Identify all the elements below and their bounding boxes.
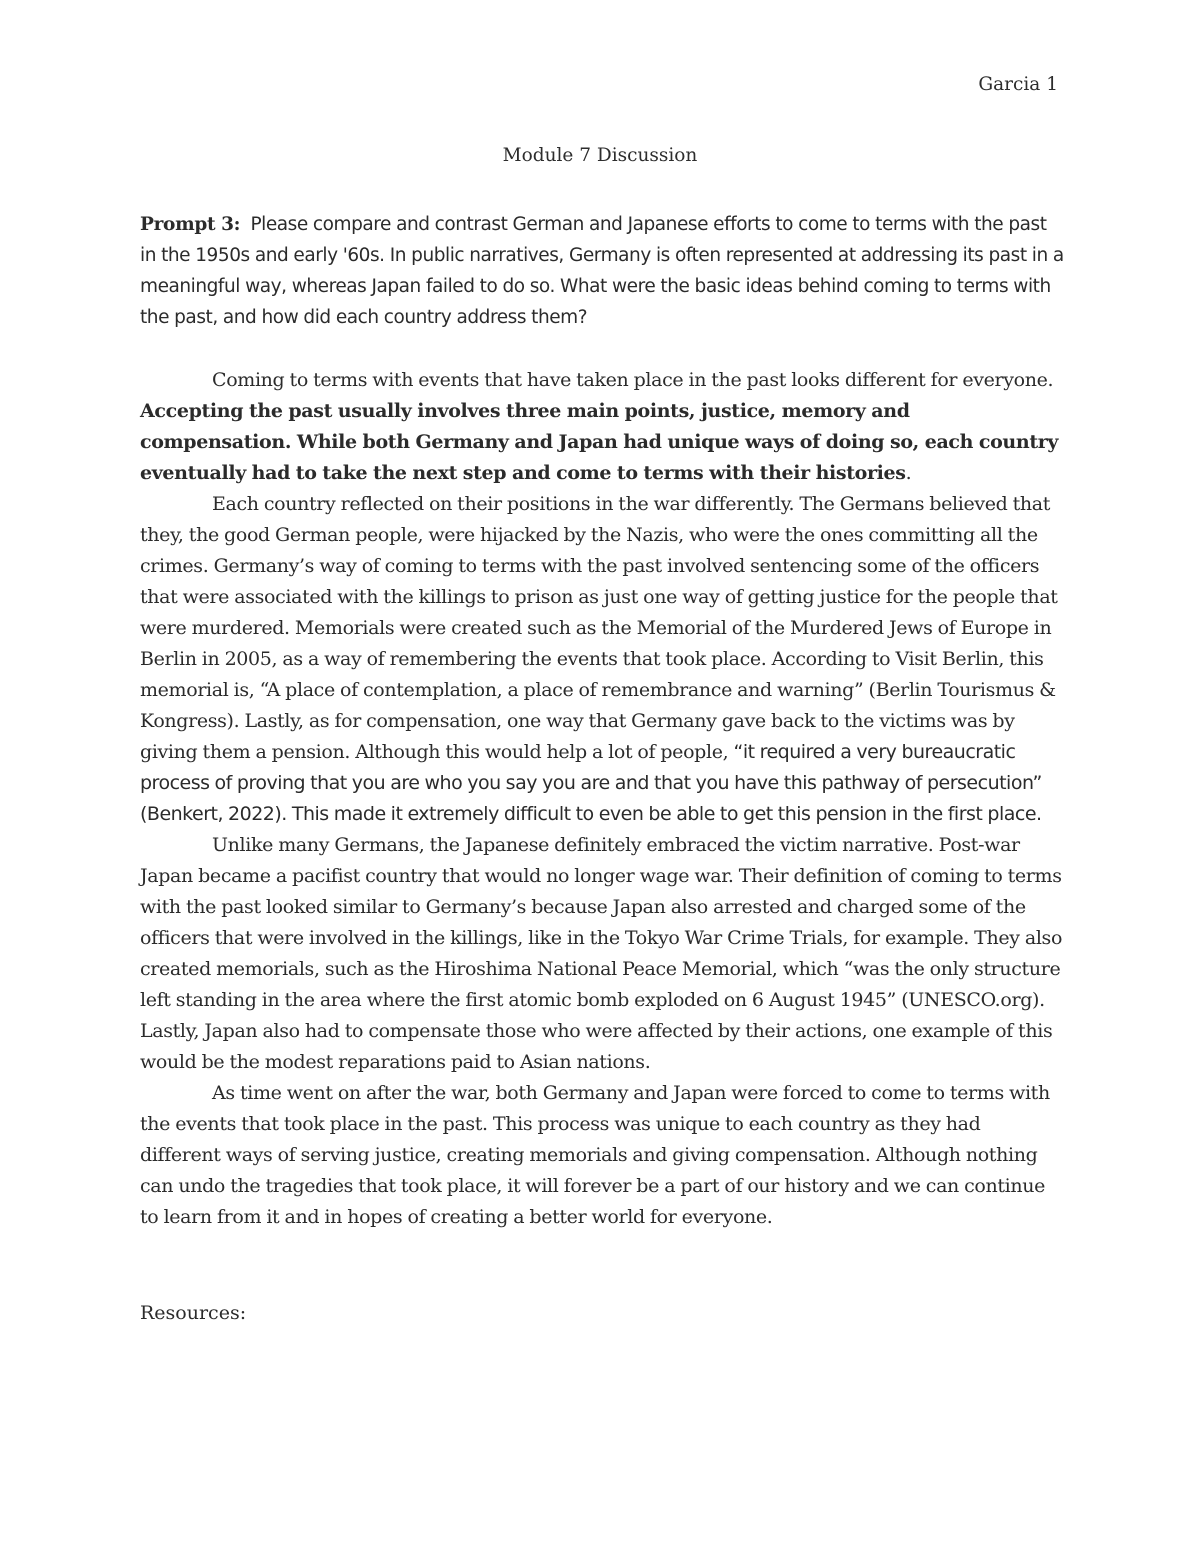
page-title: Module 7 Discussion bbox=[502, 145, 698, 166]
resources-heading: Resources: bbox=[140, 1302, 247, 1324]
paragraph-intro-text: Coming to terms with events that have taken place in the past looks different for everyone. bbox=[212, 369, 1054, 391]
prompt-text: Please compare and contrast German and Japanese efforts to come to terms with the past in the 1950s and early '60s. In public narratives, Germany is often represented at addressing its past in a meaningful way, whereas Japan failed to do so. What were the basic ideas behind coming to terms with the past, and how did each country address them? bbox=[140, 214, 1064, 328]
prompt-label: Prompt 3: bbox=[140, 214, 241, 235]
essay-body bbox=[140, 365, 1066, 1233]
prompt-block bbox=[140, 209, 1066, 333]
paragraph-intro bbox=[140, 365, 1066, 489]
thesis-period: . bbox=[905, 462, 912, 484]
paragraph-japan: Unlike many Germans, the Japanese definitely embraced the victim narrative. Post-war Japan became a pacifist country that would no longer wage war. Their definition of coming to terms with the past looked similar to Germany’s because Japan also arrested and charged some of the officers that were involved in the killings, like in the Tokyo War Crime Trials, for example. They also created memorials, such as the Hiroshima National Peace Memorial, which “was the only structure left standing in the area where the first atomic bomb exploded on 6 August 1945” (UNESCO.org). Lastly, Japan also had to compensate those who were affected by their actions, one example of this would be the modest reparations paid to Asian nations. bbox=[140, 834, 1063, 1073]
thesis-statement: Accepting the past usually involves three main points, justice, memory and compensation. While both Germany and Japan had unique ways of doing so, each country eventually had to take the next step and come to terms with their histories bbox=[140, 400, 1059, 484]
paragraph-conclusion: As time went on after the war, both Germany and Japan were forced to come to terms with the events that took place in the past. This process was unique to each country as they had different ways of serving justice, creating memorials and giving compensation. Although nothing can undo the tragedies that took place, it will forever be a part of our history and we can continue to learn from it and in hopes of creating a better world for everyone. bbox=[140, 1082, 1050, 1228]
benkert-quote: “it required a very bureaucratic process of proving that you are who you say you are and that you have this pathway of persecution” (Benkert, 2022). This made it extremely difficult to even be able to get this pension in the first place. bbox=[140, 741, 1042, 825]
paragraph-germany-text: Each country reflected on their positions in the war differently. The Germans believed that they, the good German people, were hijacked by the Nazis, who were the ones committing all the crimes. Germany’s way of coming to terms with the past involved sentencing some of the officers that were associated with the killings to prison as just one way of getting justice for the people that were murdered. Memorials were created such as the Memorial of the Murdered Jews of Europe in Berlin in 2005, as a way of remembering the events that took place. According to Visit Berlin, this memorial is, “A place of contemplation, a place of remembrance and warning” (Berlin Tourismus & Kongress). Lastly, as for compensation, one way that Germany gave back to the victims was by giving them a pension. Although this would help a lot of people, bbox=[140, 493, 1058, 763]
paragraph-germany bbox=[140, 489, 1066, 830]
running-head: Garcia 1 bbox=[978, 74, 1058, 95]
